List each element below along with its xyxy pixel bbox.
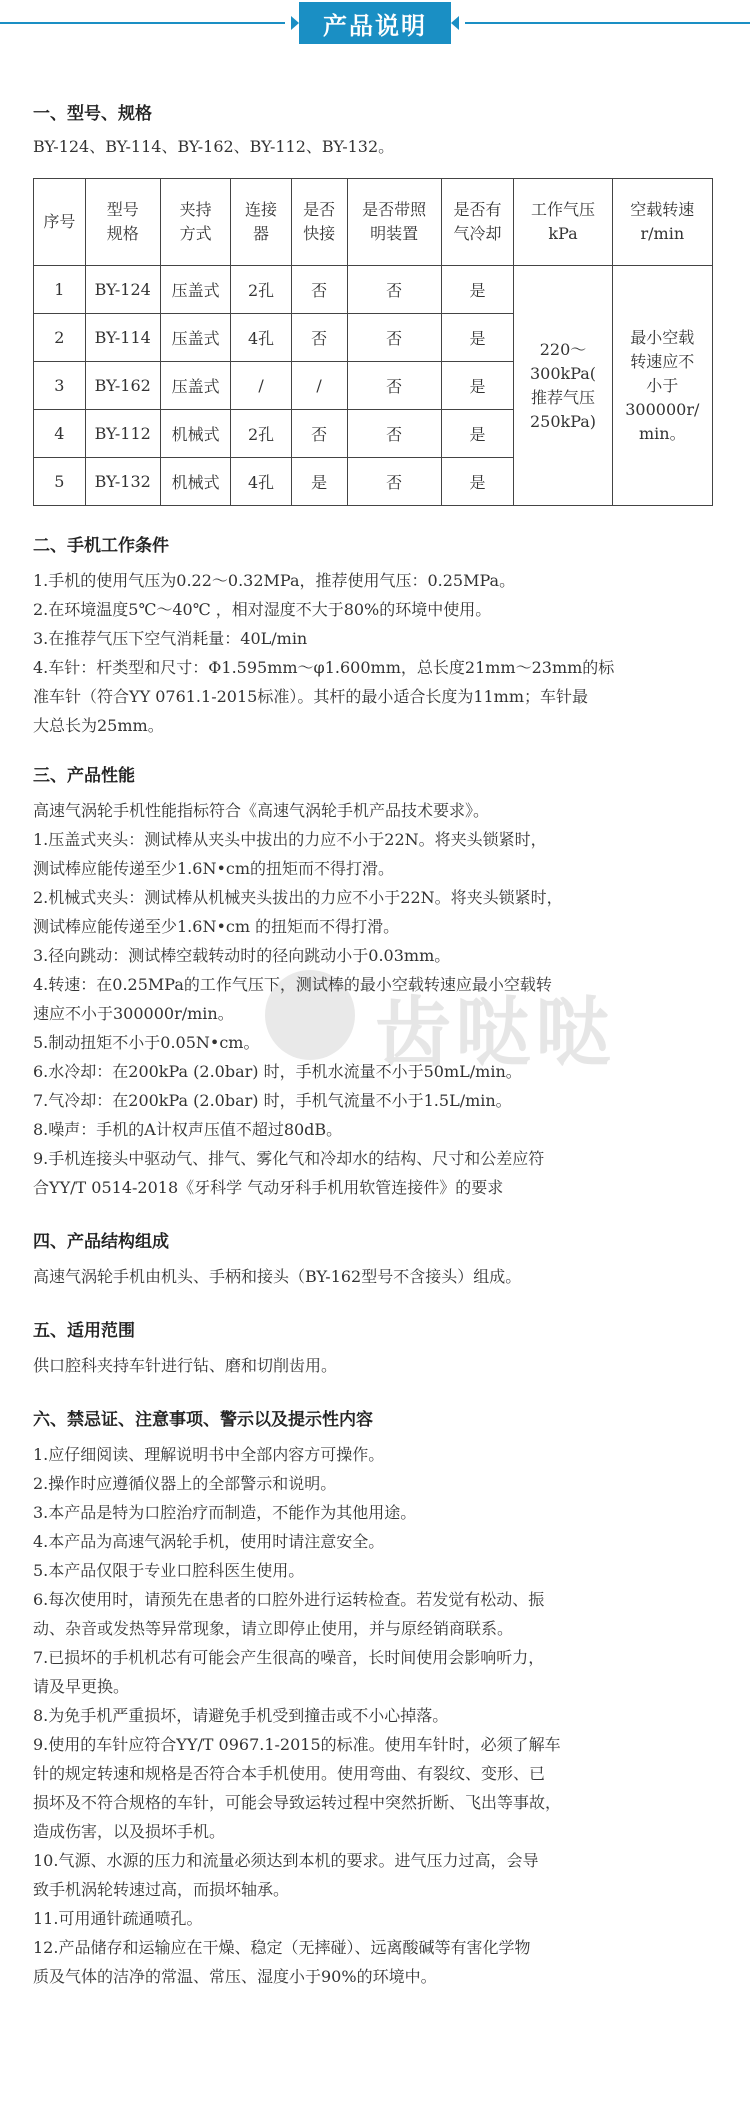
text-line: 大总长为25mm。 xyxy=(33,716,164,735)
text-line: 速应不小于300000r/min。 xyxy=(33,1004,234,1023)
text-line: 1.压盖式夹头：测试棒从夹头中拔出的力应不小于22N。将夹头锁紧时， xyxy=(33,830,547,849)
section-model-spec xyxy=(33,100,723,160)
section-warnings xyxy=(33,1406,723,1991)
text-line: 针的规定转速和规格是否符合本手机使用。使用弯曲、有裂纹、变形、已 xyxy=(33,1764,546,1783)
spec-table xyxy=(33,178,713,506)
table-header: 是否 快接 xyxy=(291,179,347,266)
watermark-text: 齿哒哒 xyxy=(375,988,615,1077)
banner-line-left xyxy=(0,22,285,24)
text-line: 2.机械式夹头：测试棒从机械夹头拔出的力应不小于22N。将夹头锁紧时， xyxy=(33,888,563,907)
text-line: 3.在推荐气压下空气消耗量：40L/min xyxy=(33,629,308,648)
table-cell: 否 xyxy=(347,266,441,314)
table-cell: BY-124 xyxy=(85,266,160,314)
banner-arrow-left-icon xyxy=(291,16,299,30)
table-cell: 否 xyxy=(291,314,347,362)
table-cell: 机械式 xyxy=(160,458,231,506)
table-header-row xyxy=(34,179,713,266)
text-line: 动、杂音或发热等异常现象，请立即停止使用，并与原经销商联系。 xyxy=(33,1619,514,1638)
banner-line-right xyxy=(465,22,750,24)
text-line: 9.使用的车针应符合YY/T 0967.1-2015的标准。使用车针时，必须了解车 xyxy=(33,1735,561,1754)
text-line: 6.每次使用时，请预先在患者的口腔外进行运转检查。若发觉有松动、振 xyxy=(33,1590,545,1609)
text-line: 12.产品储存和运输应在干燥、稳定（无摔碰）、远离酸碱等有害化学物 xyxy=(33,1938,531,1957)
table-cell: BY-114 xyxy=(85,314,160,362)
speed-cell: 最小空载 转速应不 小于 300000r/ min。 xyxy=(612,266,712,506)
text-line: 11.可用通针疏通喷孔。 xyxy=(33,1909,203,1928)
table-cell: BY-132 xyxy=(85,458,160,506)
text-line: 测试棒应能传递至少1.6N•cm的扭矩而不得打滑。 xyxy=(33,859,395,878)
table-header: 是否带照 明装置 xyxy=(347,179,441,266)
text-line: 高速气涡轮手机由机头、手柄和接头（BY-162型号不含接头）组成。 xyxy=(33,1267,522,1286)
text-line: 造成伤害，以及损坏手机。 xyxy=(33,1822,226,1841)
table-cell: 压盖式 xyxy=(160,314,231,362)
text-line: 1.手机的使用气压为0.22～0.32MPa，推荐使用气压：0.25MPa。 xyxy=(33,571,516,590)
text-line: 供口腔科夹持车针进行钻、磨和切削齿用。 xyxy=(33,1356,338,1375)
section-title: 六、禁忌证、注意事项、警示以及提示性内容 xyxy=(33,1410,373,1430)
table-cell: BY-112 xyxy=(85,410,160,458)
section-title: 五、适用范围 xyxy=(33,1321,135,1341)
table-header: 连接 器 xyxy=(231,179,291,266)
table-cell: 否 xyxy=(347,458,441,506)
table-cell: 3 xyxy=(34,362,86,410)
text-line: 3.本产品是特为口腔治疗而制造，不能作为其他用途。 xyxy=(33,1503,417,1522)
text-line: 6.水冷却：在200kPa (2.0bar) 时，手机水流量不小于50mL/min。 xyxy=(33,1062,522,1081)
table-cell: 是 xyxy=(441,458,514,506)
text-line: 损坏及不符合规格的车针，可能会导致运转过程中突然折断、飞出等事故， xyxy=(33,1793,562,1812)
banner-title: 产品说明 xyxy=(299,2,451,44)
section-title: 一、型号、规格 xyxy=(33,104,152,124)
text-line: 3.径向跳动：测试棒空载转动时的径向跳动小于0.03mm。 xyxy=(33,946,451,965)
section-structure xyxy=(33,1228,723,1291)
text-line: 1.应仔细阅读、理解说明书中全部内容方可操作。 xyxy=(33,1445,385,1464)
table-cell: BY-162 xyxy=(85,362,160,410)
table-cell: 是 xyxy=(441,410,514,458)
text-line: 2.在环境温度5℃～40℃ ，相对湿度不大于80%的环境中使用。 xyxy=(33,600,492,619)
table-cell: 压盖式 xyxy=(160,362,231,410)
section-performance xyxy=(33,762,723,1202)
table-cell: 否 xyxy=(347,314,441,362)
text-line: 准车针（符合YY 0761.1-2015标准）。其杆的最小适合长度为11mm；车针最 xyxy=(33,687,589,706)
table-cell: / xyxy=(231,362,291,410)
table-header: 型号 规格 xyxy=(85,179,160,266)
table-cell: 4孔 xyxy=(231,314,291,362)
table-cell: 4 xyxy=(34,410,86,458)
section-title: 二、手机工作条件 xyxy=(33,536,169,556)
table-cell: 2孔 xyxy=(231,266,291,314)
table-cell: 否 xyxy=(291,410,347,458)
text-line: 5.本产品仅限于专业口腔科医生使用。 xyxy=(33,1561,305,1580)
text-line: 8.噪声：手机的A计权声压值不超过80dB。 xyxy=(33,1120,343,1139)
text-line: 4.本产品为高速气涡轮手机，使用时请注意安全。 xyxy=(33,1532,385,1551)
pressure-cell: 220～ 300kPa( 推荐气压 250kPa) xyxy=(514,266,612,506)
document-body xyxy=(33,100,723,1991)
table-cell: 是 xyxy=(441,266,514,314)
table-cell: 5 xyxy=(34,458,86,506)
text-line: 致手机涡轮转速过高，而损坏轴承。 xyxy=(33,1880,290,1899)
table-cell: 1 xyxy=(34,266,86,314)
table-cell: 否 xyxy=(347,410,441,458)
table-cell: 压盖式 xyxy=(160,266,231,314)
text-line: 2.操作时应遵循仪器上的全部警示和说明。 xyxy=(33,1474,337,1493)
text-line: 8.为免手机严重损坏，请避免手机受到撞击或不小心掉落。 xyxy=(33,1706,449,1725)
table-cell: / xyxy=(291,362,347,410)
header-banner xyxy=(0,0,750,48)
text-line: 9.手机连接头中驱动气、排气、雾化气和冷却水的结构、尺寸和公差应符 xyxy=(33,1149,545,1168)
table-header: 空载转速 r/min xyxy=(612,179,712,266)
text-line: 7.已损坏的手机机芯有可能会产生很高的噪音，长时间使用会影响听力， xyxy=(33,1648,545,1667)
text-line: 请及早更换。 xyxy=(33,1677,130,1696)
table-cell: 2孔 xyxy=(231,410,291,458)
text-line: 5.制动扭矩不小于0.05N•cm。 xyxy=(33,1033,260,1052)
table-cell: 2 xyxy=(34,314,86,362)
table-cell: 是 xyxy=(441,362,514,410)
table-cell: 是 xyxy=(291,458,347,506)
model-list: BY-124、BY-114、BY-162、BY-112、BY-132。 xyxy=(33,137,395,156)
section-title: 四、产品结构组成 xyxy=(33,1232,169,1252)
table-cell: 是 xyxy=(441,314,514,362)
table-header: 工作气压 kPa xyxy=(514,179,612,266)
table-header: 序号 xyxy=(34,179,86,266)
table-header: 夹持 方式 xyxy=(160,179,231,266)
text-line: 测试棒应能传递至少1.6N•cm 的扭矩而不得打滑。 xyxy=(33,917,400,936)
table-cell: 4孔 xyxy=(231,458,291,506)
banner-arrow-right-icon xyxy=(451,16,459,30)
text-line: 4.转速：在0.25MPa的工作气压下，测试棒的最小空载转速应最小空载转 xyxy=(33,975,552,994)
text-line: 质及气体的洁净的常温、常压、湿度小于90%的环境中。 xyxy=(33,1967,437,1986)
text-line: 合YY/T 0514-2018《牙科学 气动牙科手机用软管连接件》的要求 xyxy=(33,1178,504,1197)
table-cell: 否 xyxy=(291,266,347,314)
table-header: 是否有 气冷却 xyxy=(441,179,514,266)
text-line: 10.气源、水源的压力和流量必须达到本机的要求。进气压力过高，会导 xyxy=(33,1851,539,1870)
table-cell: 否 xyxy=(347,362,441,410)
section-title: 三、产品性能 xyxy=(33,766,135,786)
table-row xyxy=(34,266,713,314)
text-line: 高速气涡轮手机性能指标符合《高速气涡轮手机产品技术要求》。 xyxy=(33,801,490,820)
text-line: 4.车针：杆类型和尺寸：Φ1.595mm～φ1.600mm，总长度21mm～23mm的标 xyxy=(33,658,615,677)
text-line: 7.气冷却：在200kPa (2.0bar) 时，手机气流量不小于1.5L/min。 xyxy=(33,1091,512,1110)
section-scope xyxy=(33,1317,723,1380)
table-cell: 机械式 xyxy=(160,410,231,458)
section-working-conditions xyxy=(33,532,723,740)
